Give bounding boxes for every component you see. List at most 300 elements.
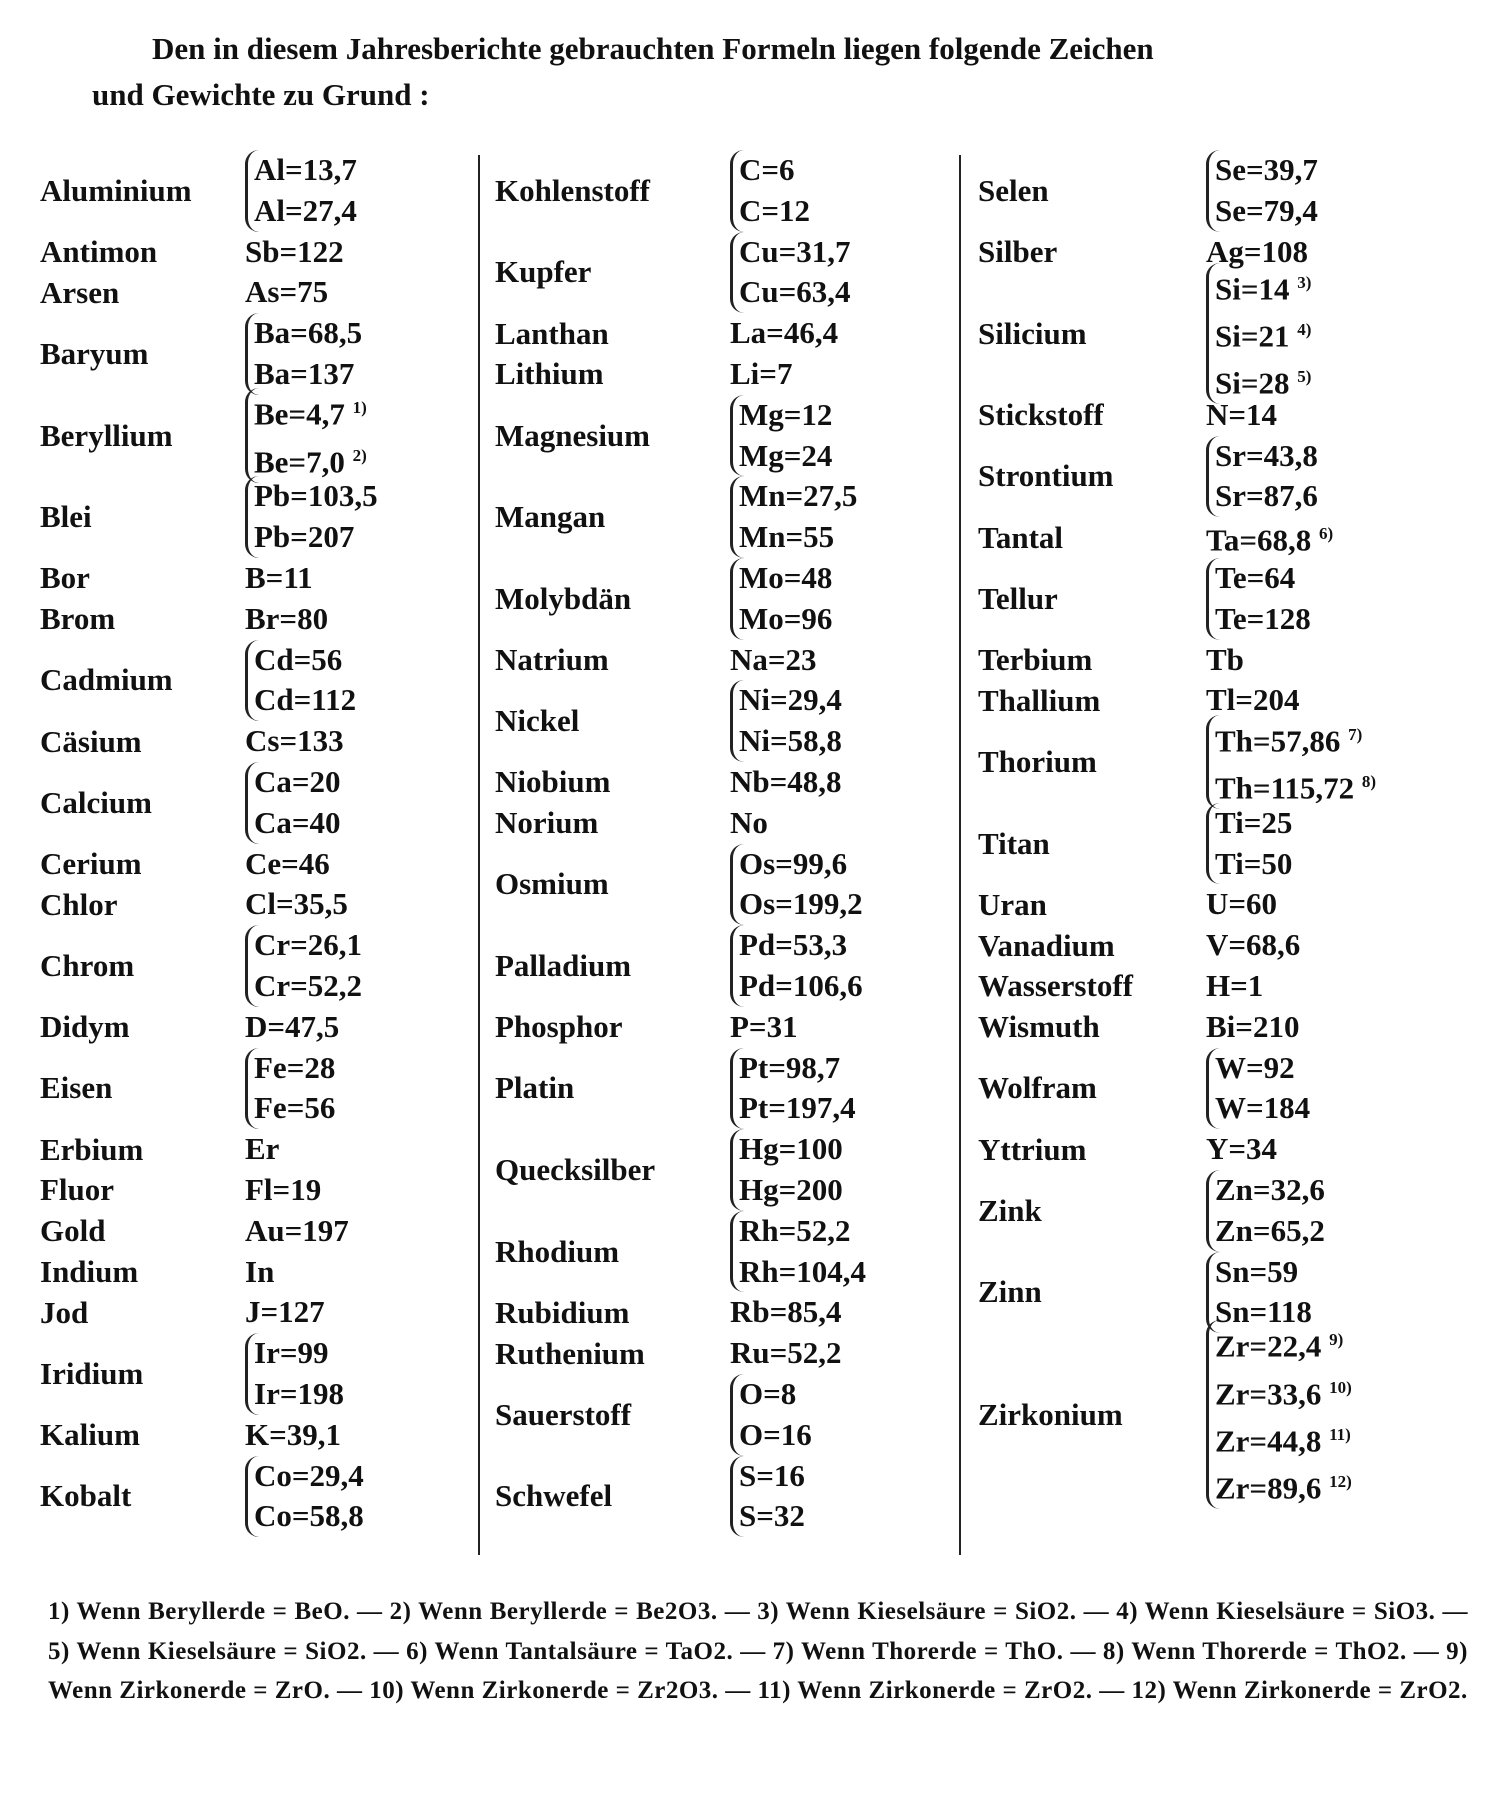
formula-text: Bi=210 [1206, 1008, 1300, 1044]
element-entry [40, 925, 480, 1007]
element-entry [978, 925, 1478, 966]
element-entry [40, 476, 480, 558]
formula [245, 1252, 274, 1293]
element-entry [495, 1456, 955, 1538]
element-entry [978, 1328, 1478, 1506]
element-name: Kupfer [495, 254, 592, 290]
formula [739, 599, 832, 640]
formula [739, 191, 810, 232]
formula-group [245, 1252, 274, 1293]
element-entry [40, 150, 480, 232]
element-entry [978, 1007, 1478, 1048]
element-entry [40, 232, 480, 273]
formula [739, 925, 863, 966]
formula-text: Ir=198 [254, 1375, 344, 1411]
formula-text: Tl=204 [1206, 682, 1300, 718]
formula-text: Ti=25 [1215, 804, 1293, 840]
formula [730, 354, 792, 395]
element-name: Quecksilber [495, 1151, 656, 1187]
formula-text: Th=57,86 [1215, 723, 1341, 759]
footnote-marker: 9) [1329, 1330, 1344, 1350]
element-name: Tantal [978, 519, 1064, 555]
formula [254, 640, 356, 681]
formula-text: Sr=87,6 [1215, 478, 1318, 514]
formula-group [245, 1170, 321, 1211]
formula [730, 1333, 842, 1374]
formula [245, 1170, 321, 1211]
formula [1215, 803, 1292, 844]
formula-text: Te=64 [1215, 559, 1296, 595]
element-name: Stickstoff [978, 397, 1104, 433]
formula-group [245, 388, 367, 482]
formula [254, 150, 357, 191]
formula [254, 966, 362, 1007]
formula [730, 1292, 842, 1333]
formula-text: Mg=12 [739, 396, 833, 432]
formula-group [245, 1007, 339, 1048]
formula-group [730, 640, 817, 681]
formula-text: Zr=44,8 [1215, 1423, 1322, 1459]
element-name: Eisen [40, 1070, 113, 1106]
formula-text: Al=13,7 [254, 152, 357, 187]
formula-group [245, 925, 362, 1007]
formula-group [1206, 1048, 1310, 1130]
formula [1206, 640, 1244, 681]
formula [1215, 1415, 1352, 1462]
formula-text: Zn=32,6 [1215, 1171, 1325, 1207]
element-name: Cäsium [40, 723, 142, 759]
formula [1215, 1462, 1352, 1509]
formula-group [730, 558, 832, 640]
formula-text: O=8 [739, 1375, 797, 1411]
formula [1215, 191, 1318, 232]
formula-text: Be=7,0 [254, 443, 345, 479]
formula [739, 436, 832, 477]
formula [1206, 884, 1277, 925]
formula-group [730, 680, 842, 762]
column-divider-1 [478, 155, 480, 1555]
element-name: Yttrium [978, 1131, 1087, 1167]
element-entry [495, 1129, 955, 1211]
element-entry [40, 395, 480, 477]
element-entry [40, 599, 480, 640]
formula-text: Ti=50 [1215, 845, 1293, 881]
formula-group [245, 476, 378, 558]
element-name: Zirkonium [978, 1396, 1123, 1432]
element-entry [978, 558, 1478, 640]
element-name: Brom [40, 601, 116, 637]
element-entry [978, 1048, 1478, 1130]
formula-group [245, 558, 313, 599]
element-entry [40, 1252, 480, 1293]
formula-group [730, 476, 857, 558]
formula [1206, 514, 1333, 561]
footnote-marker: 8) [1361, 771, 1377, 791]
formula [1206, 925, 1300, 966]
formula-text: Pt=98,7 [739, 1049, 841, 1085]
element-name: Thallium [978, 682, 1101, 718]
formula-group [245, 884, 348, 925]
formula [254, 388, 367, 435]
formula-group [730, 150, 810, 232]
element-column-1 [40, 150, 480, 1537]
element-name: Terbium [978, 641, 1093, 677]
formula-text: Ce=46 [245, 845, 330, 881]
footnote-marker: 7) [1348, 724, 1363, 744]
formula-text: Sr=43,8 [1215, 437, 1318, 473]
formula-group [1206, 1170, 1325, 1252]
formula-group [245, 272, 328, 313]
formula-text: C=12 [739, 192, 811, 228]
element-entry [978, 395, 1478, 436]
formula [245, 599, 328, 640]
formula-group [245, 844, 330, 885]
formula [739, 1211, 866, 1252]
formula-text: D=47,5 [245, 1008, 340, 1044]
formula-text: Ca=20 [254, 763, 341, 799]
element-name: Baryum [40, 335, 149, 371]
footnote-marker: 11) [1329, 1424, 1351, 1444]
element-entry [40, 272, 480, 313]
formula [739, 150, 810, 191]
formula [739, 1456, 805, 1497]
formula-text: Mn=55 [739, 519, 835, 555]
formula-group [245, 313, 362, 395]
element-entry [40, 1415, 480, 1456]
formula [245, 1129, 279, 1170]
element-name: Phosphor [495, 1009, 623, 1045]
formula [1215, 1211, 1325, 1252]
formula-text: Ni=58,8 [739, 723, 842, 759]
formula-text: La=46,4 [730, 315, 839, 351]
formula [1215, 1368, 1352, 1415]
element-entry [495, 680, 955, 762]
formula-group [1206, 1007, 1299, 1048]
formula [730, 1007, 798, 1048]
element-entry [40, 640, 480, 722]
element-column-2 [495, 150, 955, 1537]
element-entry [495, 803, 955, 844]
footnote-marker: 5) [1297, 367, 1312, 387]
element-name: Niobium [495, 764, 611, 800]
formula-text: Fe=56 [254, 1090, 336, 1126]
element-name: Kohlenstoff [495, 172, 650, 208]
formula [739, 844, 863, 885]
formula-text: Pt=197,4 [739, 1090, 856, 1126]
element-name: Arsen [40, 274, 120, 310]
intro-line-2: und Gewichte zu Grund : [92, 77, 430, 112]
formula-group [245, 1292, 325, 1333]
element-entry [978, 966, 1478, 1007]
formula-text: Th=115,72 [1215, 770, 1355, 806]
element-entry [495, 313, 955, 354]
formula-text: Cd=112 [254, 682, 357, 718]
formula-text: Na=23 [730, 641, 817, 677]
formula-text: Y=34 [1206, 1131, 1278, 1167]
element-entry [40, 762, 480, 844]
element-entry [495, 1007, 955, 1048]
element-entry [978, 803, 1478, 885]
element-name: Erbium [40, 1131, 144, 1167]
element-entry [978, 721, 1478, 806]
formula-text: J=127 [245, 1294, 325, 1330]
formula [254, 517, 378, 558]
element-name: Nickel [495, 703, 580, 739]
formula-text: Nb=48,8 [730, 763, 842, 799]
formula-text: S=32 [739, 1498, 805, 1534]
formula-text: Tb [1206, 641, 1244, 677]
formula-text: Rh=104,4 [739, 1253, 867, 1289]
footnotes: 1) Wenn Beryllerde = BeO. — 2) Wenn Beryllerde = Be2O3. — 3) Wenn Kieselsäure = SiO2. — 4) Wenn Kieselsäure = SiO3. — 5) Wenn Kieselsäure = SiO2. — 6) Wenn Tantalsäure = TaO2. — 7) Wenn Thorerde = ThO. — 8) Wenn Thorerde = ThO2. — 9) Wenn Zirkonerde = ZrO. — 10) Wenn Zirkonerde = Zr2O3. — 11) Wenn Zirkonerde = ZrO2. — 12) Wenn Zirkonerde = ZrO2. [48, 1598, 1468, 1704]
element-name: Lithium [495, 356, 604, 392]
element-name: Lanthan [495, 315, 609, 351]
element-name: Selen [978, 172, 1049, 208]
formula [1206, 966, 1263, 1007]
footnote-marker: 4) [1297, 320, 1312, 340]
element-name: Calcium [40, 784, 152, 820]
formula [245, 884, 348, 925]
element-entry [40, 1456, 480, 1538]
formula-text: Mo=96 [739, 600, 833, 636]
intro-line-1: Den in diesem Jahresberichte gebrauchten Formeln liegen folgende Zeichen [152, 31, 1154, 66]
element-name: Natrium [495, 641, 609, 677]
element-entry [495, 1211, 955, 1293]
formula-text: Zr=89,6 [1215, 1470, 1322, 1506]
formula-group [245, 1415, 341, 1456]
element-entry [978, 517, 1478, 558]
formula [1215, 1170, 1325, 1211]
element-entry [495, 476, 955, 558]
formula [739, 1129, 843, 1170]
formula-text: V=68,6 [1206, 927, 1301, 963]
intro-text [92, 26, 1472, 118]
element-entry [40, 1333, 480, 1415]
formula-text: Ni=29,4 [739, 682, 842, 718]
element-name: Kalium [40, 1417, 140, 1453]
element-name: Vanadium [978, 927, 1115, 963]
element-entry [495, 1048, 955, 1130]
formula-group [1206, 803, 1292, 885]
element-entry [495, 232, 955, 314]
formula-group [1206, 558, 1311, 640]
element-name: Titan [978, 825, 1050, 861]
formula [739, 1374, 812, 1415]
formula-text: Ca=40 [254, 804, 341, 840]
formula-text: Cr=26,1 [254, 927, 363, 963]
element-entry [495, 762, 955, 803]
formula [245, 721, 344, 762]
formula-text: Be=4,7 [254, 396, 345, 432]
element-entry [40, 558, 480, 599]
element-name: Uran [978, 886, 1047, 922]
formula-text: Cd=56 [254, 641, 343, 677]
footnote-marker: 6) [1319, 524, 1334, 544]
formula-group [730, 1292, 842, 1333]
formula-group [245, 721, 344, 762]
formula-text: Ba=68,5 [254, 315, 363, 351]
element-entry [495, 844, 955, 926]
formula-text: Hg=100 [739, 1131, 843, 1167]
formula-text: Hg=200 [739, 1171, 843, 1207]
element-name: Tellur [978, 580, 1058, 616]
formula [739, 1170, 843, 1211]
formula-group [245, 762, 341, 844]
footnote-marker: 12) [1329, 1471, 1352, 1491]
formula [254, 762, 341, 803]
formula-text: B=11 [245, 559, 313, 595]
element-entry [978, 436, 1478, 518]
formula [254, 476, 378, 517]
formula [245, 844, 330, 885]
formula-group [245, 599, 328, 640]
element-entry [495, 558, 955, 640]
formula-text: Au=197 [245, 1212, 349, 1248]
element-name: Thorium [978, 743, 1097, 779]
formula-text: Sb=122 [245, 233, 344, 269]
formula [245, 1415, 341, 1456]
element-name: Molybdän [495, 580, 632, 616]
formula-group [730, 762, 842, 803]
element-name: Zink [978, 1192, 1042, 1228]
formula-group [245, 232, 344, 273]
formula-text: K=39,1 [245, 1416, 342, 1452]
formula-text: Rb=85,4 [730, 1294, 842, 1330]
formula-group [730, 395, 832, 477]
formula-text: Se=39,7 [1215, 152, 1318, 187]
formula-group [730, 803, 768, 844]
formula-text: Mo=48 [739, 559, 833, 595]
formula [245, 272, 328, 313]
element-name: Osmium [495, 866, 609, 902]
formula [739, 395, 832, 436]
formula-group [245, 1211, 349, 1252]
formula-group [1206, 640, 1244, 681]
footnote-marker: 1) [352, 398, 367, 418]
formula-group [245, 150, 357, 232]
formula-text: P=31 [730, 1008, 798, 1044]
formula [739, 476, 857, 517]
element-entry [978, 271, 1478, 401]
formula [739, 1088, 856, 1129]
formula-text: As=75 [245, 274, 329, 310]
footnote-marker: 10) [1329, 1377, 1352, 1397]
formula-group [1206, 150, 1318, 232]
element-name: Strontium [978, 458, 1114, 494]
element-name: Chrom [40, 947, 135, 983]
formula-text: Cu=63,4 [739, 274, 851, 310]
formula-text: H=1 [1206, 967, 1264, 1003]
formula-text: Ta=68,8 [1206, 522, 1312, 558]
element-entry [495, 354, 955, 395]
formula [254, 1496, 364, 1537]
element-name: Indium [40, 1253, 139, 1289]
element-entry [495, 150, 955, 232]
formula-text: Os=99,6 [739, 845, 848, 881]
formula-text: Pd=106,6 [739, 967, 863, 1003]
element-name: Mangan [495, 499, 606, 535]
formula-text: Al=27,4 [254, 192, 357, 228]
column-divider-2 [959, 155, 961, 1555]
formula-group [1206, 715, 1376, 809]
element-name: Wolfram [978, 1070, 1097, 1106]
formula-text: In [245, 1253, 275, 1289]
element-name: Kobalt [40, 1478, 132, 1514]
formula [739, 232, 851, 273]
element-name: Sauerstoff [495, 1396, 632, 1432]
element-name: Zinn [978, 1274, 1042, 1310]
element-entry [40, 844, 480, 885]
formula [254, 803, 341, 844]
formula-text: Mn=27,5 [739, 478, 858, 514]
formula-text: Pd=53,3 [739, 927, 848, 963]
element-entry [978, 884, 1478, 925]
element-entry [495, 925, 955, 1007]
footnote-marker: 2) [352, 445, 367, 465]
formula-group [730, 354, 792, 395]
formula-text: Ba=137 [254, 355, 355, 391]
element-name: Aluminium [40, 172, 192, 208]
formula-group [245, 1333, 344, 1415]
element-name: Cadmium [40, 662, 173, 698]
formula-text: Li=7 [730, 355, 793, 391]
element-name: Wismuth [978, 1009, 1100, 1045]
element-entry [978, 640, 1478, 681]
formula-text: C=6 [739, 152, 795, 187]
formula-group [1206, 1320, 1352, 1509]
element-name: Gold [40, 1213, 106, 1249]
formula [1215, 476, 1318, 517]
element-name: Palladium [495, 947, 632, 983]
formula [1215, 1320, 1352, 1367]
formula [730, 762, 842, 803]
formula-text: S=16 [739, 1457, 805, 1493]
formula [254, 1048, 335, 1089]
formula [739, 1048, 856, 1089]
formula-text: Co=29,4 [254, 1457, 364, 1493]
formula-text: Zr=22,4 [1215, 1328, 1322, 1364]
formula-group [730, 844, 863, 926]
formula [1206, 395, 1277, 436]
formula [730, 313, 838, 354]
element-entry [40, 1007, 480, 1048]
formula-group [730, 1211, 866, 1293]
formula-group [730, 313, 838, 354]
formula-group [730, 1129, 843, 1211]
formula-group [1206, 263, 1311, 404]
formula-text: Se=79,4 [1215, 192, 1318, 228]
formula [1215, 1088, 1310, 1129]
formula [254, 1374, 344, 1415]
formula [254, 313, 362, 354]
formula [1215, 599, 1311, 640]
formula [254, 1456, 364, 1497]
element-name: Schwefel [495, 1478, 613, 1514]
formula-text: Ag=108 [1206, 233, 1309, 269]
formula [1215, 715, 1376, 762]
formula-text: Br=80 [245, 600, 329, 636]
element-name: Norium [495, 805, 599, 841]
formula [730, 640, 817, 681]
formula-text: Sn=59 [1215, 1253, 1299, 1289]
element-name: Cerium [40, 845, 142, 881]
element-entry [40, 884, 480, 925]
element-entry [978, 1129, 1478, 1170]
element-entry [40, 313, 480, 395]
formula-text: Sn=118 [1215, 1294, 1312, 1330]
formula-text: Ru=52,2 [730, 1335, 842, 1371]
formula-group [1206, 436, 1318, 518]
formula-group [730, 925, 863, 1007]
